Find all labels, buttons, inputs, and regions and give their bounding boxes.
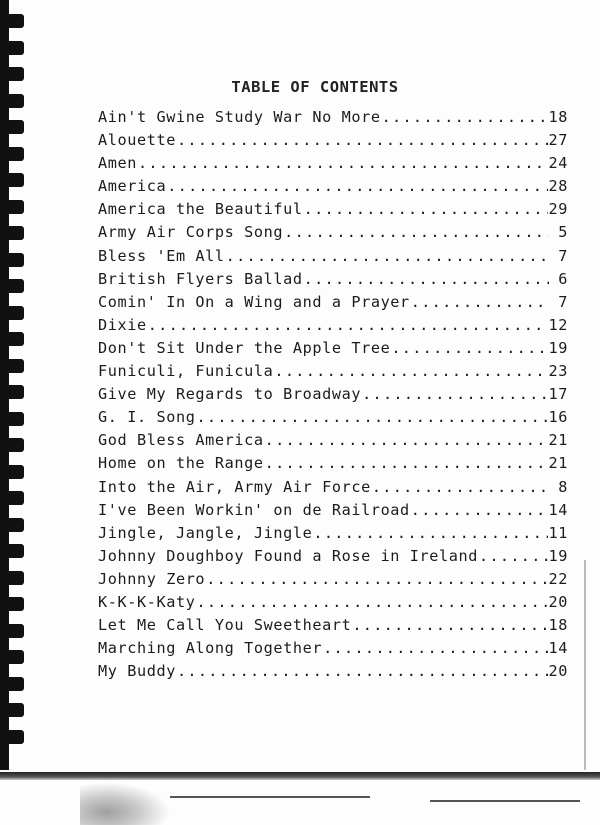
toc-leader-dots: [206, 570, 547, 588]
toc-entry: [98, 547, 568, 570]
toc-entry-page: 22: [548, 569, 568, 588]
binding-tooth: [0, 359, 24, 373]
toc-leader-dots: [323, 639, 547, 657]
toc-entry-title: Army Air Corps Song: [98, 223, 284, 242]
binding-tooth: [0, 200, 24, 214]
binding-tooth: [0, 730, 24, 744]
toc-entry-title: Give My Regards to Broadway: [98, 385, 362, 404]
toc-entry-page: 20: [548, 662, 568, 681]
toc-entry-page: 21: [548, 431, 568, 450]
toc-entry: [98, 408, 568, 431]
toc-entry: [98, 385, 568, 408]
toc-entry-page: 14: [548, 500, 568, 519]
toc-entry-title: Amen: [98, 154, 137, 173]
toc-entry: [98, 431, 568, 454]
toc-entry-page: 23: [548, 362, 568, 381]
toc-entry: [98, 501, 568, 524]
toc-entry-title: Marching Along Together: [98, 639, 323, 658]
binding-tooth: [0, 650, 24, 664]
page-right-edge: [584, 560, 586, 770]
toc-entry: [98, 293, 568, 316]
toc-entry-title: America: [98, 177, 167, 196]
toc-leader-dots: [313, 524, 547, 542]
toc-leader-dots: [274, 362, 547, 380]
toc-entry-title: Jingle, Jangle, Jingle: [98, 523, 313, 542]
toc-entry-page: 14: [548, 639, 568, 658]
toc-leader-dots: [411, 293, 549, 311]
binding-tooth: [0, 332, 24, 346]
binding-tooth: [0, 306, 24, 320]
toc-entry-page: 19: [548, 546, 568, 565]
toc-entry-title: Home on the Range: [98, 454, 264, 473]
binding-tooth: [0, 438, 24, 452]
toc-entry-page: 12: [548, 315, 568, 334]
page-edge-line: [430, 800, 580, 802]
toc-entry: [98, 454, 568, 477]
toc-entry-title: Dixie: [98, 315, 147, 334]
toc-entry: [98, 200, 568, 223]
toc-entry-title: Alouette: [98, 131, 176, 150]
toc-entry-page: 24: [548, 154, 568, 173]
toc-leader-dots: [177, 662, 548, 680]
toc-entry-page: 7: [558, 246, 568, 265]
toc-entry-title: God Bless America: [98, 431, 264, 450]
page-bottom-edge: [0, 772, 600, 780]
toc-leader-dots: [265, 431, 548, 449]
toc-entry-page: 7: [558, 292, 568, 311]
toc-entry-title: K-K-K-Katy: [98, 592, 196, 611]
toc-entry-title: Ain't Gwine Study War No More: [98, 108, 381, 126]
binding-tooth: [0, 253, 24, 267]
binding-tooth: [0, 544, 24, 558]
binding-tooth: [0, 41, 24, 55]
binding-tooth: [0, 597, 24, 611]
toc-leader-dots: [177, 131, 548, 149]
binding-tooth: [0, 677, 24, 691]
toc-entry-title: Johnny Doughboy Found a Rose in Ireland: [98, 546, 479, 565]
toc-entry: [98, 662, 568, 685]
toc-entry: [98, 270, 568, 293]
toc-leader-dots: [196, 593, 547, 611]
toc-entry-page: 16: [548, 408, 568, 427]
toc-leader-dots: [196, 408, 547, 426]
toc-leader-dots: [411, 501, 548, 519]
toc-entry-title: Funiculi, Funicula: [98, 362, 274, 381]
binding-tooth: [0, 14, 24, 28]
binding-tooth: [0, 226, 24, 240]
toc-leader-dots: [304, 200, 548, 218]
toc-entry-page: 21: [548, 454, 568, 473]
page-title: TABLE OF CONTENTS: [231, 78, 399, 96]
toc-entry-page: 17: [548, 385, 568, 404]
page-edge-line: [170, 796, 370, 798]
toc-leader-dots: [391, 339, 547, 357]
toc-entry-page: 18: [548, 108, 568, 126]
toc-entry-title: G. I. Song: [98, 408, 196, 427]
binding-tooth: [0, 147, 24, 161]
toc-entry-title: Bless 'Em All: [98, 246, 225, 265]
toc-entry: [98, 154, 568, 177]
toc-entry-page: 28: [548, 177, 568, 196]
toc-entry-title: Into the Air, Army Air Force: [98, 477, 371, 496]
binding-tooth: [0, 279, 24, 293]
toc-entry: [98, 616, 568, 639]
toc-entry-page: 6: [558, 269, 568, 288]
toc-entry: [98, 247, 568, 270]
toc-entry: [98, 177, 568, 200]
toc-entry-page: 8: [558, 477, 568, 496]
binding-tooth: [0, 385, 24, 399]
toc-entry-title: America the Beautiful: [98, 200, 303, 219]
toc-entry-page: 11: [548, 523, 568, 542]
toc-entry: [98, 131, 568, 154]
binding-tooth: [0, 624, 24, 638]
toc-leader-dots: [362, 385, 547, 403]
toc-entry: [98, 223, 568, 246]
binding-tooth: [0, 412, 24, 426]
toc-entry-page: 19: [548, 338, 568, 357]
toc-leader-dots: [265, 454, 548, 472]
toc-entry: [98, 339, 568, 362]
toc-entry: [98, 478, 568, 501]
scan-smudge: [80, 782, 170, 825]
toc-entry-title: I've Been Workin' on de Railroad: [98, 500, 410, 519]
toc-leader-dots: [352, 616, 547, 634]
toc-entry-page: 18: [548, 616, 568, 635]
toc-entry-page: 29: [548, 200, 568, 219]
binding-tooth: [0, 465, 24, 479]
binding-tooth: [0, 120, 24, 134]
toc-entry-title: Let Me Call You Sweetheart: [98, 616, 352, 635]
binding-tooth: [0, 571, 24, 585]
binding-tooth: [0, 173, 24, 187]
toc-leader-dots: [382, 108, 548, 126]
toc-entry: [98, 362, 568, 385]
toc-entry: [98, 593, 568, 616]
toc-entry-title: My Buddy: [98, 662, 176, 681]
toc-leader-dots: [226, 247, 549, 265]
toc-entry-page: 27: [548, 131, 568, 150]
binding-tooth: [0, 491, 24, 505]
toc-leader-dots: [372, 478, 549, 496]
toc-entry-title: British Flyers Ballad: [98, 269, 303, 288]
toc-entry: [98, 108, 568, 131]
toc-leader-dots: [167, 177, 547, 195]
toc-leader-dots: [479, 547, 547, 565]
table-of-contents: [98, 108, 568, 685]
binding-tooth: [0, 518, 24, 532]
toc-leader-dots: [138, 154, 548, 172]
spiral-binding: [0, 0, 26, 770]
toc-leader-dots: [304, 270, 549, 288]
toc-leader-dots: [284, 223, 549, 241]
toc-entry: [98, 639, 568, 662]
toc-entry-page: 20: [548, 592, 568, 611]
binding-tooth: [0, 703, 24, 717]
toc-entry: [98, 316, 568, 339]
toc-entry-title: Johnny Zero: [98, 569, 206, 588]
toc-entry: [98, 524, 568, 547]
toc-leader-dots: [148, 316, 548, 334]
toc-entry: [98, 570, 568, 593]
toc-entry-title: Comin' In On a Wing and a Prayer: [98, 292, 410, 311]
toc-entry-page: 5: [558, 223, 568, 242]
toc-entry-title: Don't Sit Under the Apple Tree: [98, 338, 391, 357]
